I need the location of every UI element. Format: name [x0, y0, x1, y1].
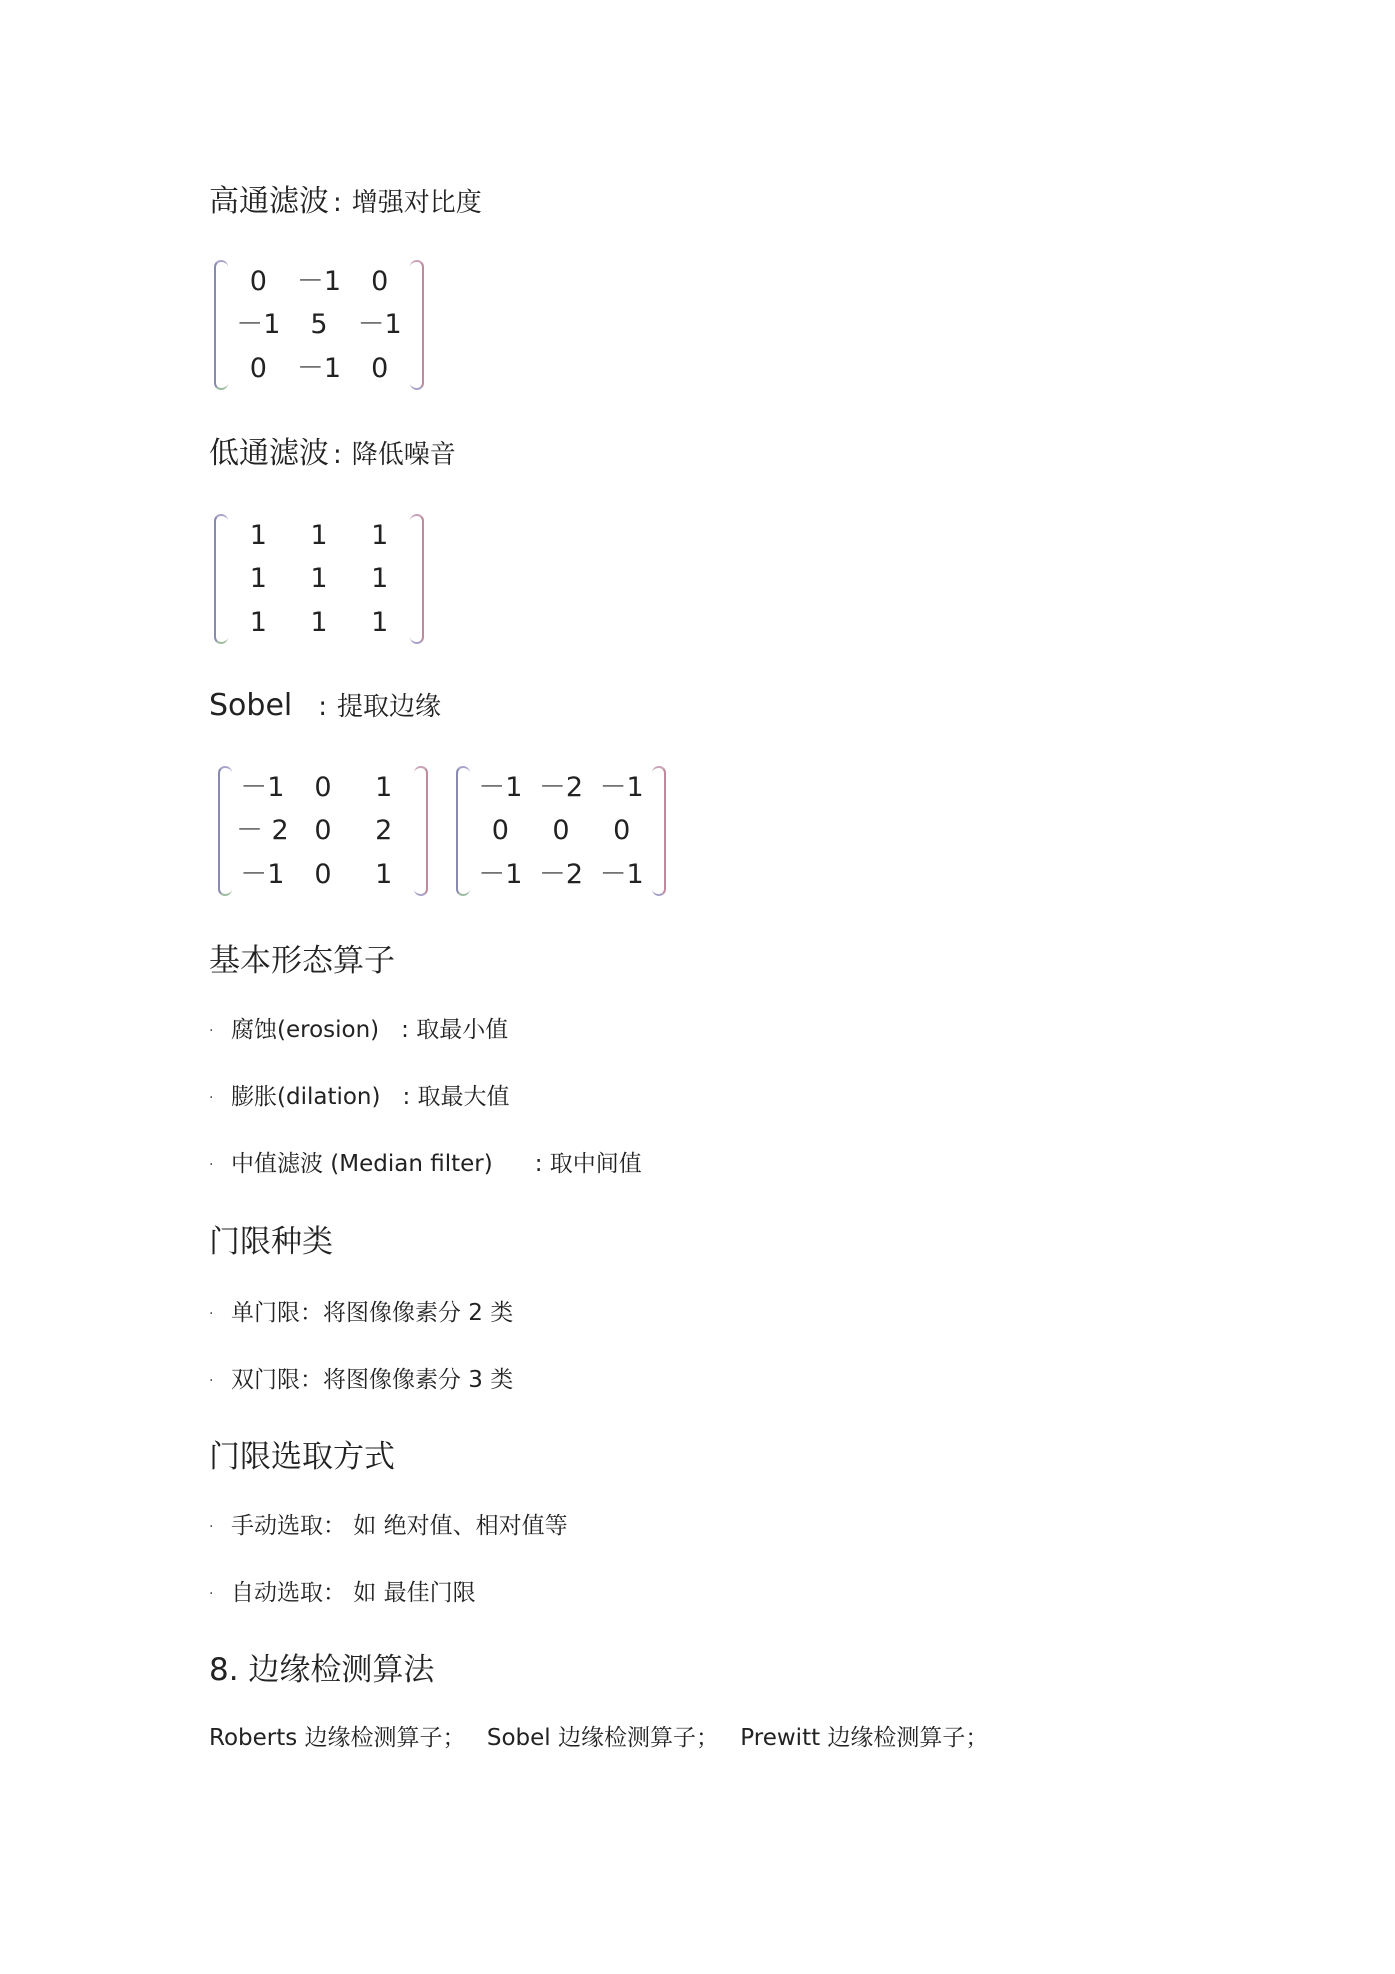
matrix-cell: 1	[371, 563, 389, 595]
matrix-cell: －1	[236, 309, 281, 341]
morphology-item-name: 腐蚀(erosion)	[231, 1017, 380, 1043]
sobel-x-matrix	[218, 766, 428, 906]
matrix-left-bracket	[214, 260, 228, 390]
matrix-right-bracket	[410, 514, 424, 644]
edge-operator: Roberts 边缘检测算子；	[209, 1725, 466, 1751]
high-pass-heading	[209, 184, 482, 221]
matrix-cell: －1	[478, 772, 523, 804]
bullet-dot: ·	[209, 1089, 214, 1106]
matrix-cell: －1	[240, 858, 285, 890]
matrix-cell: 0	[491, 815, 509, 847]
bullet-dot: ·	[209, 1305, 214, 1322]
sobel-title: Sobel	[209, 688, 293, 723]
edge-operator: Sobel 边缘检测算子；	[486, 1725, 719, 1751]
matrix-right-bracket	[414, 766, 428, 896]
morphology-title: 基本形态算子	[209, 943, 395, 979]
matrix-cell: 1	[371, 606, 389, 638]
morphology-item-desc: 取最小值	[416, 1017, 509, 1043]
matrix-right-bracket	[652, 766, 666, 896]
matrix-cell: 1	[375, 772, 393, 804]
low-pass-heading	[209, 436, 456, 473]
threshold-selection-text: 自动选取： 如 最佳门限	[231, 1580, 476, 1606]
high-pass-separator: :	[333, 188, 342, 218]
high-pass-title: 高通滤波	[209, 184, 329, 219]
matrix-cell: －1	[296, 266, 342, 298]
matrix-left-bracket	[456, 766, 470, 896]
matrix-cell: 1	[375, 858, 393, 890]
list-item	[209, 1511, 568, 1542]
sobel-heading	[209, 688, 441, 725]
matrix-cell: 1	[310, 520, 328, 552]
matrix-cell: 1	[310, 563, 328, 595]
bullet-dot: ·	[209, 1518, 214, 1535]
threshold-selection-text: 手动选取： 如 绝对值、相对值等	[231, 1513, 568, 1539]
edge-detection-title: 8. 边缘检测算法	[209, 1652, 435, 1688]
bullet-dot: ·	[209, 1156, 214, 1173]
sobel-y-matrix	[456, 766, 666, 906]
bullet-dot: ·	[209, 1372, 214, 1389]
list-item	[209, 1298, 513, 1329]
morphology-item-name: 膨胀(dilation)	[231, 1084, 381, 1110]
high-pass-matrix	[214, 260, 424, 400]
matrix-cell: 1	[249, 563, 267, 595]
matrix-cell: 0	[314, 772, 332, 804]
low-pass-separator: :	[333, 440, 342, 470]
matrix-cell: 5	[310, 309, 328, 341]
matrix-cell: 0	[371, 352, 389, 384]
matrix-cell: 0	[371, 266, 389, 298]
low-pass-title: 低通滤波	[209, 436, 329, 471]
matrix-cell: －2	[538, 858, 584, 890]
edge-operators-line	[209, 1723, 1002, 1753]
threshold-type-text: 单门限：将图像像素分 2 类	[231, 1300, 514, 1326]
morphology-item-separator: :	[534, 1151, 543, 1177]
matrix-cell: －1	[478, 858, 523, 890]
low-pass-matrix	[214, 514, 424, 654]
matrix-cell: 0	[249, 266, 267, 298]
matrix-cell: 0	[314, 858, 332, 890]
sobel-description: 提取边缘	[337, 692, 442, 722]
morphology-item-separator: :	[401, 1017, 409, 1043]
matrix-cell: －1	[296, 352, 342, 384]
matrix-cell: 0	[314, 815, 332, 847]
matrix-right-bracket	[410, 260, 424, 390]
list-item	[209, 1082, 510, 1113]
matrix-cell: 0	[613, 815, 631, 847]
threshold-type-text: 双门限：将图像像素分 3 类	[231, 1367, 514, 1393]
list-item	[209, 1578, 476, 1609]
matrix-cell: 1	[249, 520, 267, 552]
matrix-cell: 0	[552, 815, 570, 847]
threshold-types-title: 门限种类	[209, 1224, 333, 1260]
matrix-cell: 1	[310, 606, 328, 638]
bullet-dot: ·	[209, 1585, 214, 1602]
matrix-cell: 2	[375, 815, 393, 847]
list-item	[209, 1365, 513, 1396]
morphology-item-name: 中值滤波 (Median filter)	[231, 1151, 493, 1177]
bullet-dot: ·	[209, 1022, 214, 1039]
threshold-selection-title: 门限选取方式	[209, 1439, 395, 1475]
matrix-cell: 1	[371, 520, 389, 552]
matrix-cell: －1	[599, 772, 644, 804]
low-pass-description: 降低噪音	[351, 440, 456, 470]
matrix-cell: －2	[538, 772, 584, 804]
matrix-cell: －1	[599, 858, 644, 890]
list-item	[209, 1015, 508, 1046]
matrix-left-bracket	[214, 514, 228, 644]
matrix-cell: － 2	[235, 815, 289, 847]
morphology-item-separator: :	[402, 1084, 411, 1110]
edge-operator: Prewitt 边缘检测算子；	[740, 1725, 989, 1751]
matrix-cell: －1	[240, 772, 285, 804]
morphology-item-desc: 取最大值	[417, 1084, 510, 1110]
list-item	[209, 1149, 642, 1180]
matrix-left-bracket	[218, 766, 232, 896]
sobel-separator: :	[318, 692, 327, 722]
matrix-cell: －1	[357, 309, 402, 341]
morphology-item-desc: 取中间值	[549, 1151, 642, 1177]
matrix-cell: 0	[249, 352, 267, 384]
high-pass-description: 增强对比度	[351, 188, 482, 218]
matrix-cell: 1	[249, 606, 267, 638]
